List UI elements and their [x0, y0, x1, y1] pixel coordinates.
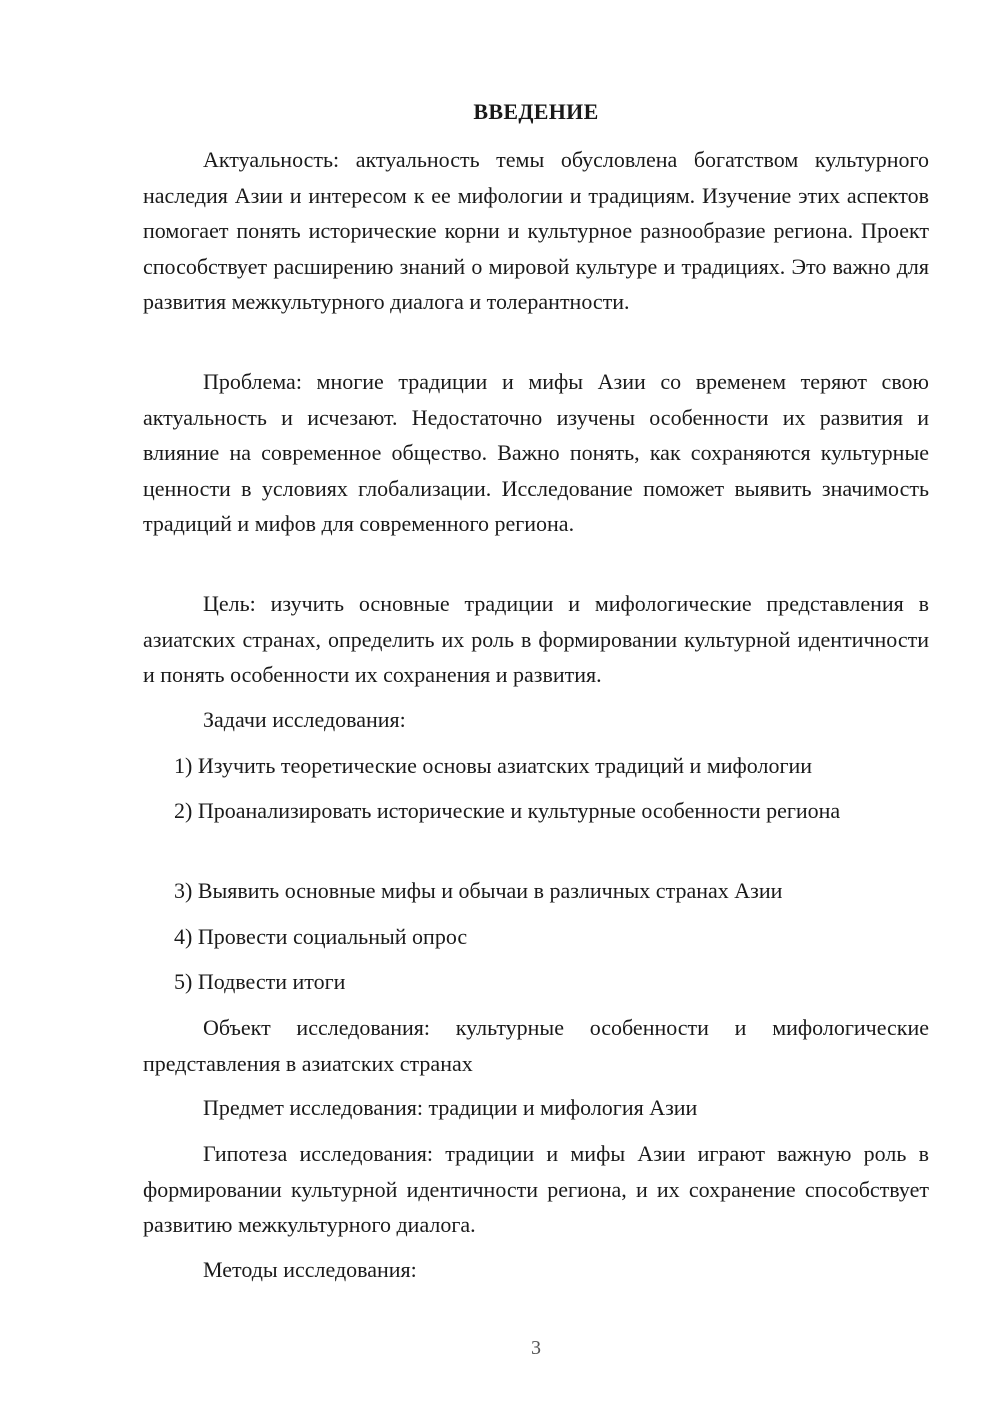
paragraph-problem: Проблема: многие традиции и мифы Азии со временем теряют свою актуальность и исчезают. Недостаточно изучены особенности их развития и влияние на современное общество. Важно понять, как сохраняются культурные ценности в условиях глобализации. Исследование поможет выявить значимость традиций и мифов для современного региона. — [143, 369, 929, 536]
list-item: 2) Проанализировать исторические и культурные особенности региона — [174, 798, 841, 823]
tasks-heading: Задачи исследования: — [203, 707, 406, 732]
paragraph-subject: Предмет исследования: традиции и мифология Азии — [203, 1095, 698, 1120]
paragraph-hypothesis: Гипотеза исследования: традиции и мифы Азии играют важную роль в формировании культурной идентичности региона, и их сохранение способствует развитию межкультурного диалога. — [143, 1141, 929, 1237]
page-number: 3 — [531, 1337, 541, 1359]
list-item: 3) Выявить основные мифы и обычаи в различных странах Азии — [174, 878, 783, 903]
list-item: 1) Изучить теоретические основы азиатских традиций и мифологии — [174, 753, 813, 778]
list-item: 5) Подвести итоги — [174, 969, 346, 994]
paragraph-relevance: Актуальность: актуальность темы обусловлена богатством культурного наследия Азии и интересом к ее мифологии и традициям. Изучение этих аспектов помогает понять исторические корни и культурное разнообразие региона. Проект способствует расширению знаний о мировой культуре и традициях. Это важно для развития межкультурного диалога и толерантности. — [143, 147, 929, 314]
page-title: ВВЕДЕНИЕ — [473, 99, 599, 124]
methods-heading: Методы исследования: — [203, 1257, 417, 1282]
paragraph-object: Объект исследования: культурные особенности и мифологические представления в азиатских странах — [143, 1015, 929, 1076]
paragraph-goal: Цель: изучить основные традиции и мифологические представления в азиатских странах, определить их роль в формировании культурной идентичности и понять особенности их сохранения и развития. — [143, 591, 929, 687]
list-item: 4) Провести социальный опрос — [174, 924, 468, 949]
